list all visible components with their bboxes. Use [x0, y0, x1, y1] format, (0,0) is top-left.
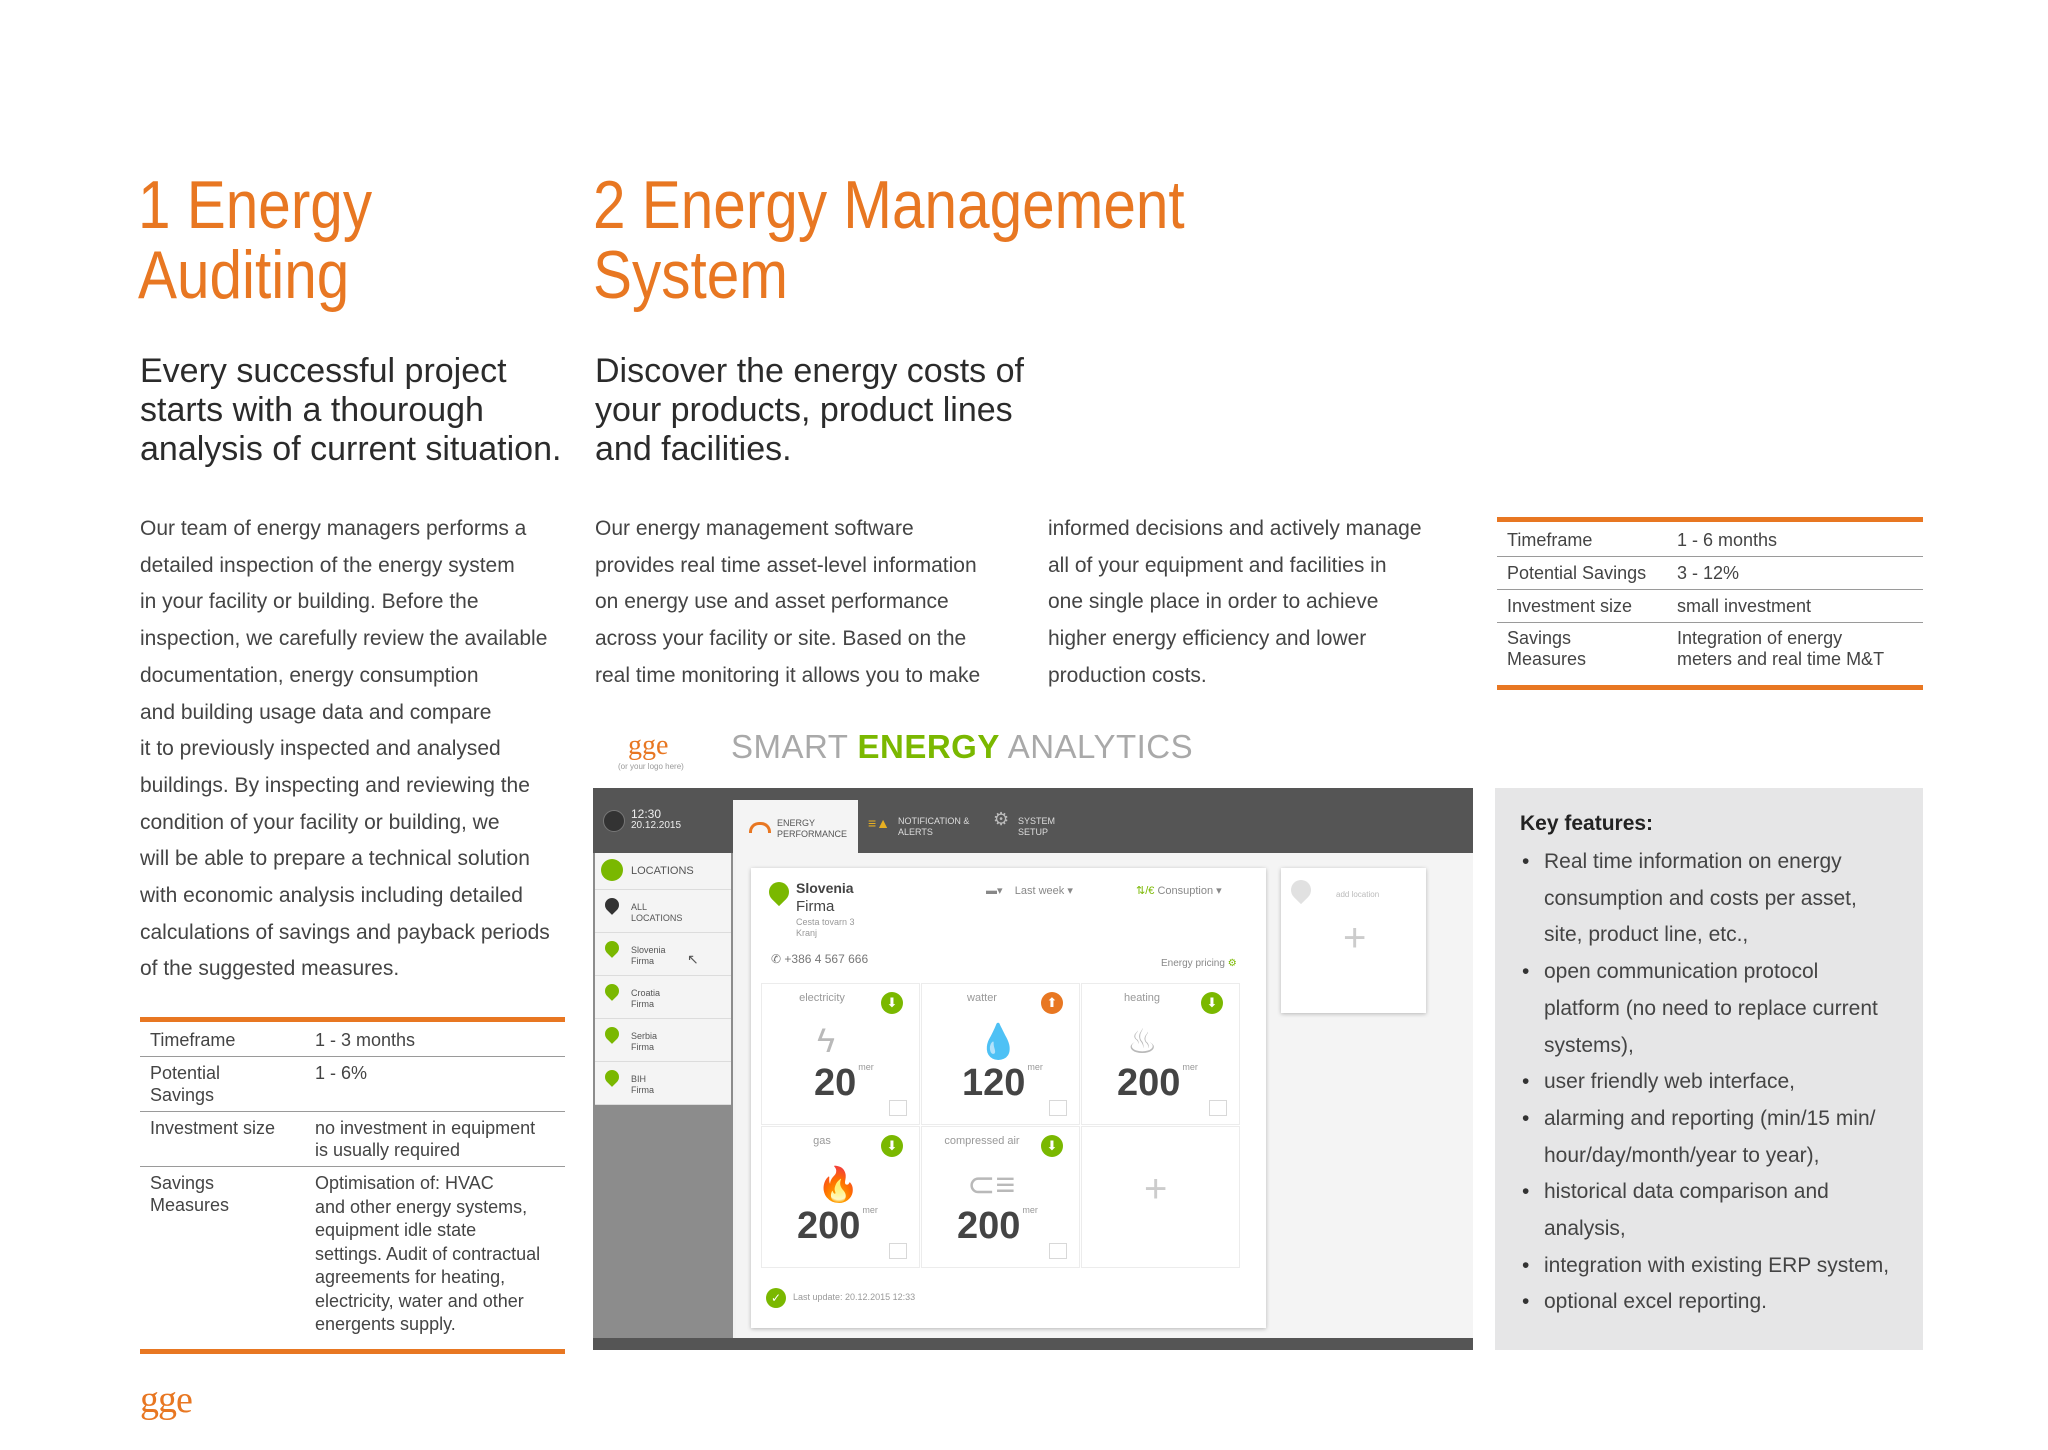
lead-line: starts with a thourough	[140, 391, 484, 429]
body-line: across your facility or site. Based on the	[595, 627, 967, 651]
trend-up-icon: ⬆	[1041, 992, 1063, 1014]
phone-icon: ✆	[771, 952, 785, 966]
row-label: Timeframe	[140, 1024, 305, 1057]
row-value: 1 - 6 months	[1667, 524, 1923, 557]
location-pin-icon	[602, 1067, 622, 1087]
app-logo-sub: (or your logo here)	[618, 762, 684, 771]
row-value: 3 - 12%	[1667, 557, 1923, 590]
cursor-icon: ↖	[687, 951, 699, 967]
table-top-rule	[1497, 517, 1923, 522]
body-line: in your facility or building. Before the	[140, 590, 479, 614]
app-logo: gge	[628, 730, 669, 761]
row-value: 1 - 6%	[305, 1057, 565, 1112]
tile-heating[interactable]: heating ⬇ ♨ 200 $^{mer}$	[1081, 983, 1240, 1125]
sidebar-item-serbia[interactable]: Serbia Firma	[595, 1019, 731, 1062]
key-features-title: Key features:	[1520, 812, 1654, 835]
body-line: detailed inspection of the energy system	[140, 553, 515, 577]
check-icon: ✓	[766, 1288, 786, 1308]
table-row	[140, 1057, 565, 1112]
tile-compressed-air[interactable]: compressed air ⬇ ⊂≡ 200 $^{mer}$	[921, 1126, 1080, 1268]
tile-electricity[interactable]: electricity ⬇ ϟ 20 $^{mer}$	[761, 983, 920, 1125]
section2-lead	[595, 352, 1024, 469]
lead-line: Every successful project	[140, 352, 507, 390]
lightning-icon: ϟ	[817, 1022, 835, 1060]
site-company: Firma	[796, 898, 835, 915]
body-line: on energy use and asset performance	[595, 590, 949, 614]
body-line: informed decisions and actively manage	[1048, 517, 1422, 540]
app-top-bar	[593, 788, 1473, 853]
plus-icon: +	[1144, 1167, 1168, 1211]
section2-body-col2	[1048, 511, 1422, 695]
row-label: Investment size	[140, 1112, 305, 1167]
mode-select[interactable]: ⇅/€ Consuption ▾	[1136, 885, 1222, 897]
list-item: • Real time information on energy consumption and costs per asset, site, product line, etc.,	[1520, 844, 1920, 954]
drop-icon: 💧	[977, 1023, 1020, 1061]
flame-icon: 🔥	[817, 1166, 860, 1204]
external-link-icon[interactable]	[889, 1243, 907, 1259]
table-row	[1497, 524, 1923, 557]
table-row	[1497, 590, 1923, 623]
section1-info-table	[140, 1024, 565, 1342]
footer-logo: gge	[140, 1379, 192, 1421]
app-screenshot	[593, 788, 1473, 1350]
location-pin-icon	[1287, 876, 1315, 904]
key-features-list	[1520, 844, 1920, 1321]
section2-info-table	[1497, 524, 1923, 675]
body-line: with economic analysis including detailed	[140, 884, 523, 908]
body-line: inspection, we carefully review the available	[140, 627, 548, 651]
list-item: • user friendly web interface,	[1520, 1064, 1920, 1101]
list-item: • alarming and reporting (min/15 min/ hour/day/month/year to year),	[1520, 1101, 1920, 1174]
body-line: one single place in order to achieve	[1048, 590, 1379, 614]
sidebar-item-croatia[interactable]: Croatia Firma	[595, 976, 731, 1019]
list-item: • historical data comparison and analysis,	[1520, 1174, 1920, 1247]
external-link-icon[interactable]	[1209, 1100, 1227, 1116]
body-line: buildings. By inspecting and reviewing the	[140, 773, 530, 797]
site-card	[751, 868, 1266, 1328]
trend-down-icon: ⬇	[1041, 1135, 1063, 1157]
add-location-label: add location	[1336, 890, 1380, 899]
period-select[interactable]: ▬▾ Last week ▾	[986, 885, 1073, 897]
clock-icon	[603, 810, 625, 832]
body-line: Our energy management software	[595, 517, 914, 540]
trend-down-icon: ⬇	[881, 1135, 903, 1157]
gauge-icon	[749, 822, 771, 833]
body-line: of the suggested measures.	[140, 957, 400, 981]
body-line: condition of your facility or building, we	[140, 810, 500, 834]
gear-icon: ⚙	[993, 809, 1010, 829]
row-value: 1 - 3 months	[305, 1024, 565, 1057]
sidebar-item-all-locations[interactable]: ALL LOCATIONS	[595, 890, 731, 933]
row-value: Optimisation of: HVAC and other energy systems, equipment idle state settings. Audit of contractual agreements for heating, electricity, water and other energents supply.	[315, 1173, 541, 1334]
table-bottom-rule	[1497, 685, 1923, 690]
tile-gas[interactable]: gas ⬇ 🔥 200 $^{mer}$	[761, 1126, 920, 1268]
app-clock: 12:30 20.12.2015	[631, 807, 682, 831]
location-pin-icon	[602, 938, 622, 958]
air-icon: ⊂≡	[967, 1166, 1016, 1204]
site-country: Slovenia	[796, 880, 854, 896]
row-value: small investment	[1667, 590, 1923, 623]
body-line: will be able to prepare a technical solution	[140, 847, 530, 871]
lead-line: analysis of current situation.	[140, 430, 562, 468]
section1-body	[140, 511, 550, 988]
section1-lead	[140, 352, 561, 469]
body-line: production costs.	[1048, 663, 1207, 687]
external-link-icon[interactable]	[1049, 1243, 1067, 1259]
section2-title: 2 Energy Management System	[593, 167, 1185, 313]
row-label: Timeframe	[1497, 524, 1667, 557]
location-pin-icon	[602, 1024, 622, 1044]
energy-performance-panel	[736, 853, 1473, 1338]
lead-line: Discover the energy costs of	[595, 352, 1024, 390]
table-row	[1497, 623, 1923, 676]
table-top-rule	[140, 1017, 565, 1022]
table-bottom-rule	[140, 1349, 565, 1354]
external-link-icon[interactable]	[889, 1100, 907, 1116]
body-line: Our team of energy managers performs a	[140, 517, 527, 540]
add-location-card[interactable]	[1281, 868, 1426, 1013]
row-label: Investment size	[1497, 590, 1667, 623]
list-icon	[601, 859, 623, 881]
site-address: Cesta tovarn 3 Kranj	[796, 917, 855, 938]
location-pin-icon	[765, 878, 793, 906]
section1-title: 1 Energy Auditing	[138, 167, 373, 313]
table-row	[140, 1167, 565, 1342]
lead-line: and facilities.	[595, 430, 792, 468]
row-value: no investment in equipment is usually required	[305, 1112, 565, 1167]
body-line: all of your equipment and facilities in	[1048, 553, 1387, 577]
location-pin-icon	[602, 895, 622, 915]
body-line: higher energy efficiency and lower	[1048, 627, 1367, 651]
lead-line: your products, product lines	[595, 391, 1013, 429]
body-line: real time monitoring it allows you to make	[595, 663, 981, 687]
list-item: • optional excel reporting.	[1520, 1284, 1920, 1321]
tab-notification-alerts[interactable]: ≡▲ NOTIFICATION & ALERTS	[868, 815, 970, 837]
tab-system-setup[interactable]: ⚙ SYSTEM SETUP	[993, 809, 1056, 837]
add-tile-button[interactable]	[1081, 1126, 1240, 1268]
plus-icon: +	[1343, 916, 1367, 960]
table-row	[1497, 557, 1923, 590]
table-row	[140, 1024, 565, 1057]
tab-energy-performance[interactable]: ENERGY PERFORMANCE	[733, 800, 858, 853]
location-pin-icon	[602, 981, 622, 1001]
list-item: • open communication protocol platform (no need to replace current systems),	[1520, 954, 1920, 1064]
body-line: and building usage data and compare	[140, 700, 492, 724]
last-update: Last update: 20.12.2015 12:33	[793, 1292, 916, 1302]
row-label: Potential Savings	[140, 1057, 305, 1112]
table-row	[140, 1112, 565, 1167]
currency-icon: ⇅/€	[1136, 885, 1158, 897]
external-link-icon[interactable]	[1049, 1100, 1067, 1116]
row-label: Savings Measures	[1507, 628, 1587, 669]
trend-down-icon: ⬇	[881, 992, 903, 1014]
locations-header: LOCATIONS	[595, 853, 731, 890]
tile-watter[interactable]: watter ⬆ 💧 120 $^{mer}$	[921, 983, 1080, 1125]
key-features-box	[1495, 788, 1923, 1350]
body-line: provides real time asset-level information	[595, 553, 977, 577]
list-item: • integration with existing ERP system,	[1520, 1248, 1920, 1285]
bell-icon: ≡▲	[868, 815, 891, 831]
row-label: Potential Savings	[1497, 557, 1667, 590]
site-phone: ✆ +386 4 567 666	[771, 952, 869, 966]
body-line: it to previously inspected and analysed	[140, 737, 501, 761]
locations-sidebar	[595, 853, 731, 1105]
app-bottom-bar	[593, 1338, 1473, 1350]
body-line: documentation, energy consumption	[140, 663, 479, 687]
body-line: calculations of savings and payback periods	[140, 920, 550, 944]
row-label: Savings Measures	[150, 1173, 230, 1215]
app-brand: SMART ENERGY ANALYTICS	[731, 728, 1194, 765]
gear-icon: ⚙	[1227, 958, 1237, 969]
section2-body-col1	[595, 511, 980, 695]
heating-icon: ♨	[1127, 1023, 1158, 1061]
sidebar-item-bih[interactable]: BIH Firma	[595, 1062, 731, 1105]
trend-down-icon: ⬇	[1201, 992, 1223, 1014]
sidebar-item-slovenia[interactable]: Slovenia Firma ↖	[595, 933, 731, 976]
row-value: Integration of energy meters and real time M&T	[1677, 628, 1885, 669]
energy-pricing-link[interactable]: Energy pricing ⚙	[1161, 958, 1237, 969]
